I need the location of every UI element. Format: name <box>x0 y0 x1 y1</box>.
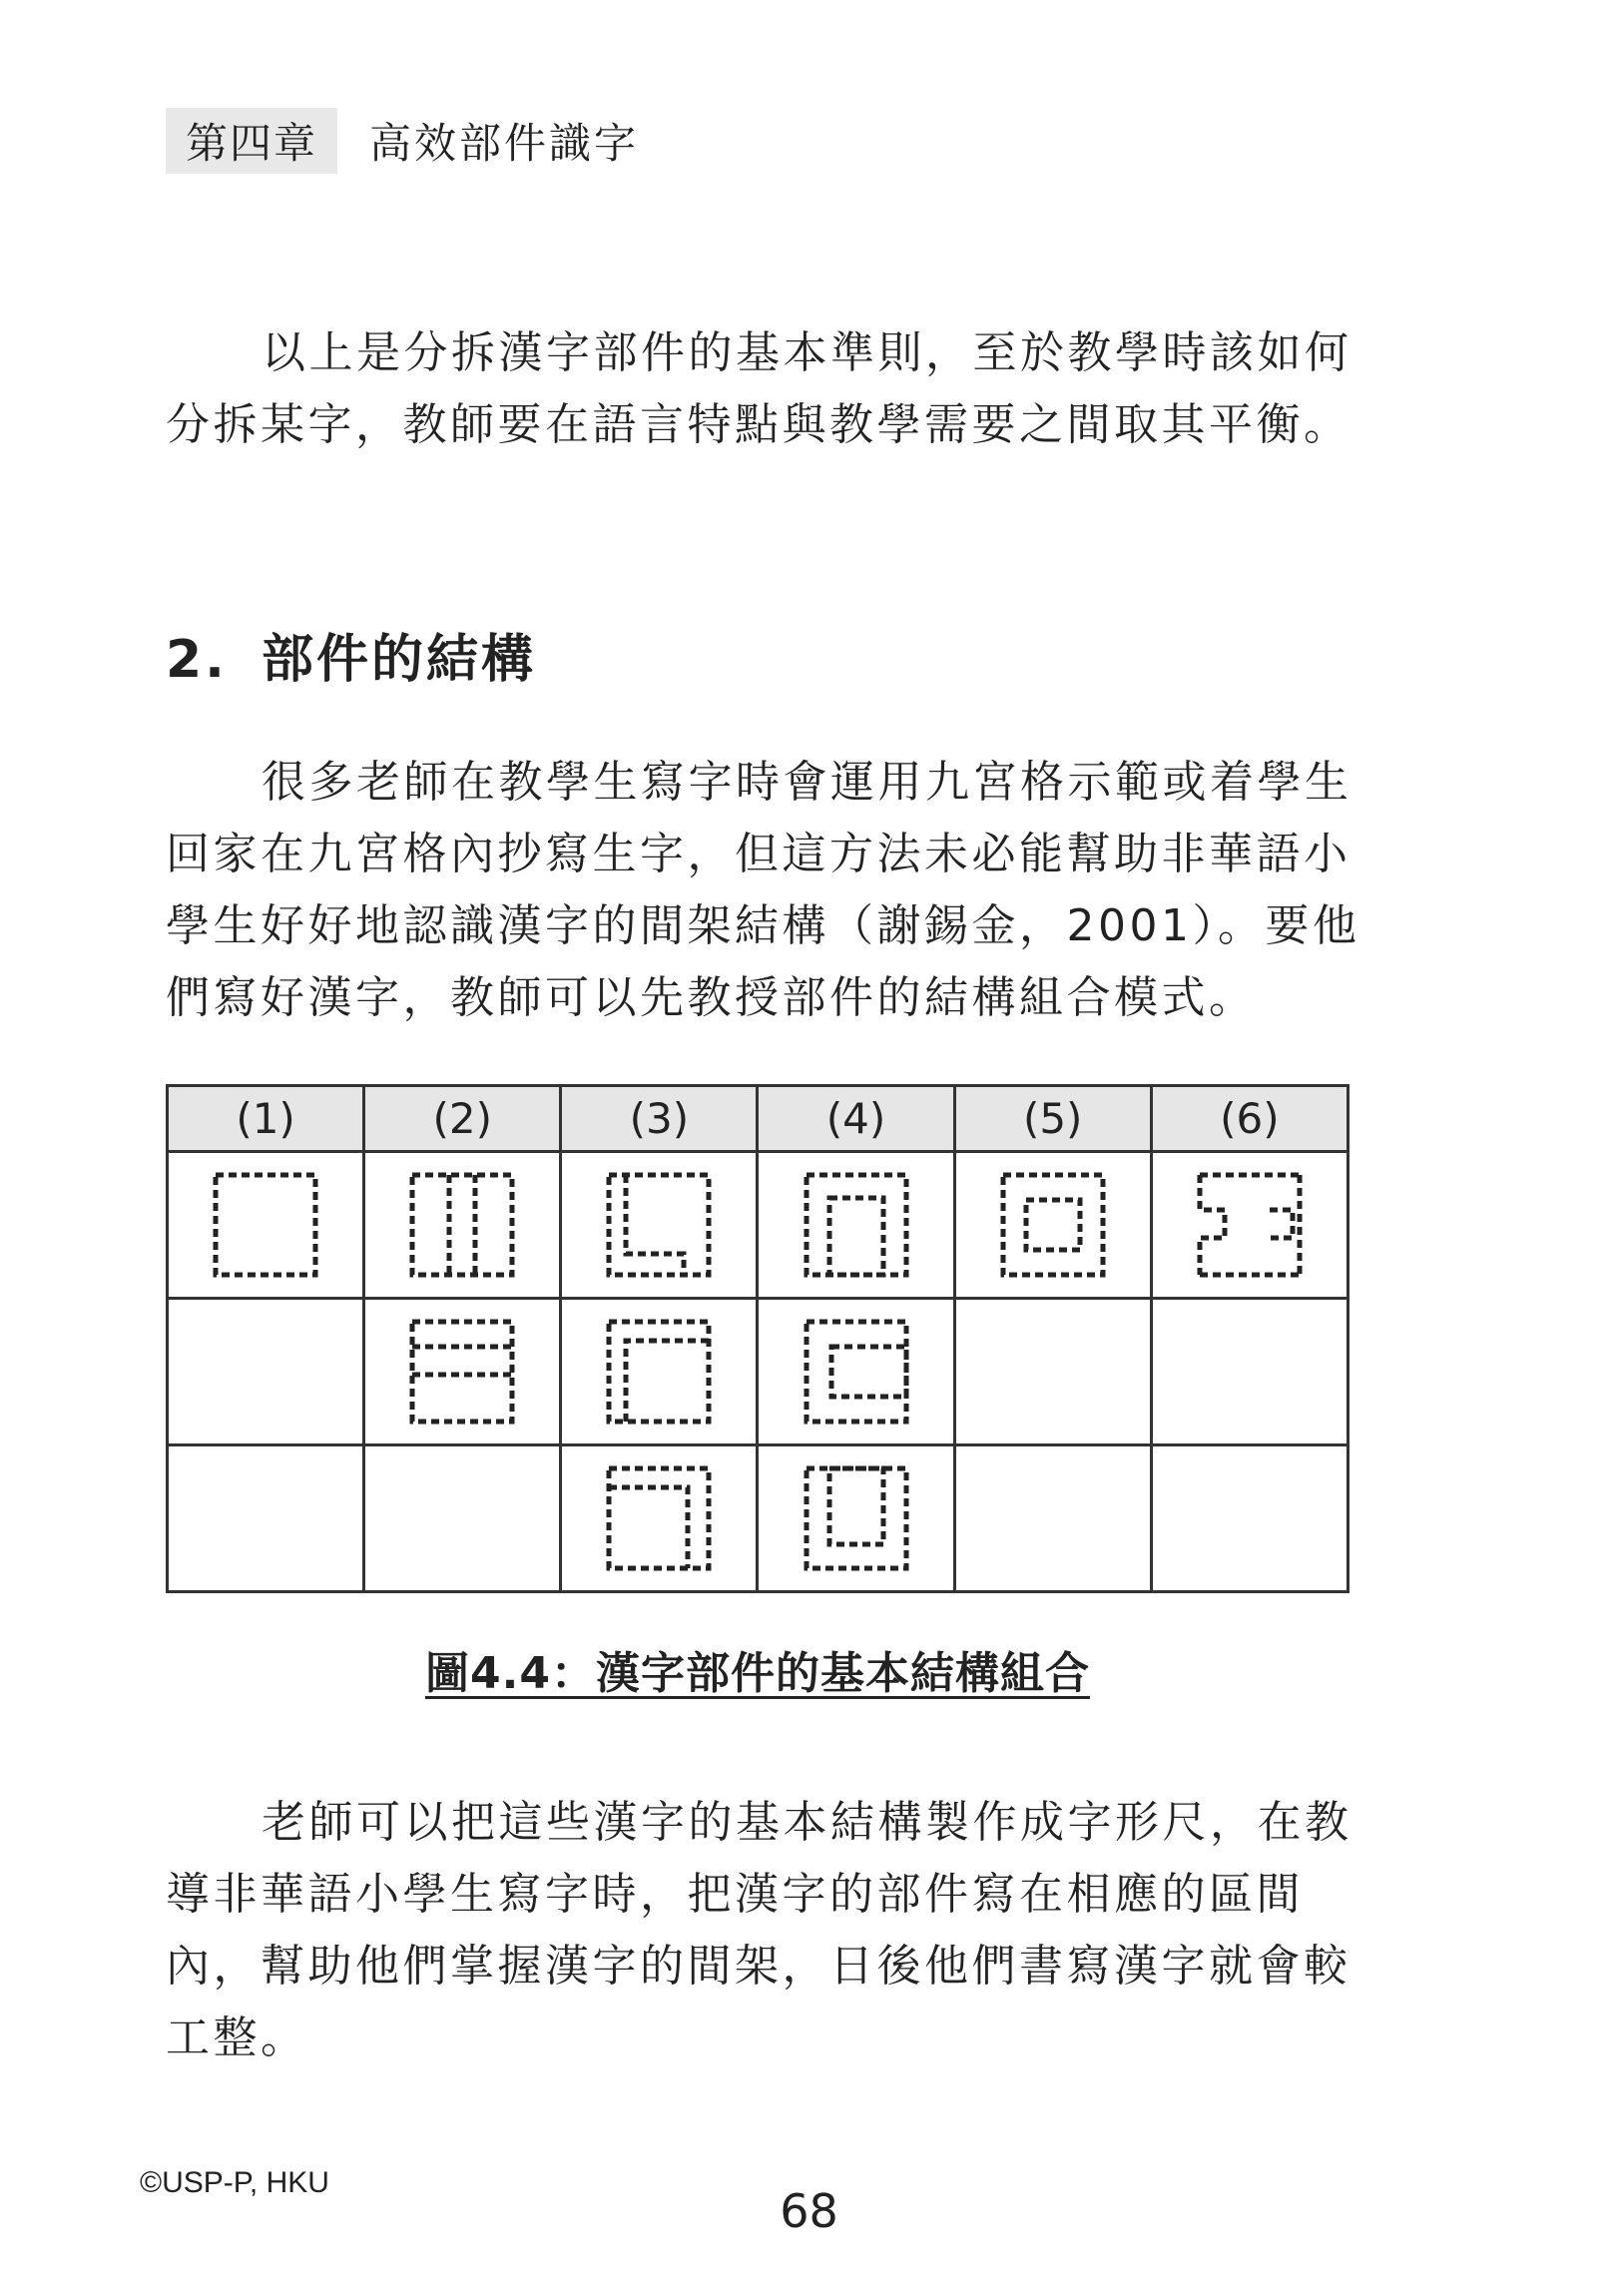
top-bottom-structure-diagram <box>407 1317 517 1427</box>
empty-cell <box>1151 1299 1348 1445</box>
structure-figure-table <box>166 1084 1349 1593</box>
table-row <box>168 1152 1348 1299</box>
column-header: (5) <box>954 1086 1151 1152</box>
paragraph-guidelines <box>166 317 1352 461</box>
text-line: 學生好好地認識漢字的間架結構（謝錫金，2001）。要他 <box>166 900 1360 951</box>
text-line: 很多老師在教學生寫字時會運用九宮格示範或着學生 <box>262 757 1352 808</box>
lower-left-enclosure-diagram <box>604 1170 714 1280</box>
paragraph-grid-method <box>166 747 1360 1034</box>
structure-cell <box>364 1152 561 1299</box>
upper-enclosure-diagram <box>802 1170 911 1280</box>
column-header: (1) <box>168 1086 364 1152</box>
column-header: (6) <box>1151 1086 1348 1152</box>
paragraph-character-ruler <box>166 1787 1352 2074</box>
empty-cell <box>364 1445 561 1592</box>
empty-cell <box>168 1299 364 1445</box>
full-enclosure-diagram <box>998 1170 1108 1280</box>
section-title: 部件的結構 <box>262 630 537 690</box>
table-row <box>168 1445 1348 1592</box>
left-enclosure-diagram <box>802 1317 911 1427</box>
text-line: 導非華語小學生寫字時，把漢字的部件寫在相應的區間 <box>166 1869 1304 1920</box>
column-header: (2) <box>364 1086 561 1152</box>
left-right-structure-diagram <box>407 1170 517 1280</box>
section-number: 2. <box>166 630 228 690</box>
structure-cell <box>954 1152 1151 1299</box>
section-heading <box>166 617 536 692</box>
empty-cell <box>954 1445 1151 1592</box>
page-number: 68 <box>780 2184 838 2238</box>
column-header: (3) <box>561 1086 758 1152</box>
structure-cell <box>168 1152 364 1299</box>
upper-right-enclosure-diagram <box>604 1463 714 1573</box>
table-header-row <box>168 1086 1348 1152</box>
structure-cell <box>758 1445 954 1592</box>
column-header: (4) <box>758 1086 954 1152</box>
empty-cell <box>168 1445 364 1592</box>
structure-cell <box>364 1299 561 1445</box>
chapter-label: 第四章 <box>166 108 337 174</box>
text-line: 分拆某字，教師要在語言特點與教學需要之間取其平衡。 <box>166 399 1351 450</box>
figure-caption-text: 圖4.4：漢字部件的基本結構組合 <box>425 1648 1090 1699</box>
running-header <box>166 108 639 174</box>
structure-cell <box>561 1152 758 1299</box>
structure-cell <box>758 1152 954 1299</box>
structure-cell <box>758 1299 954 1445</box>
structure-cell <box>561 1299 758 1445</box>
copyright-notice: ©USP-P, HKU <box>140 2166 329 2199</box>
interlocking-structure-diagram <box>1195 1170 1305 1280</box>
text-line: 工整。 <box>166 2012 308 2063</box>
single-structure-diagram <box>211 1170 320 1280</box>
text-line: 以上是分拆漢字部件的基本準則，至於教學時該如何 <box>262 327 1352 378</box>
table-row <box>168 1299 1348 1445</box>
structure-cell <box>1151 1152 1348 1299</box>
text-line: 們寫好漢字，教師可以先教授部件的結構組合模式。 <box>166 972 1257 1023</box>
figure-caption <box>166 1637 1349 1701</box>
empty-cell <box>1151 1445 1348 1592</box>
upper-left-enclosure-diagram <box>604 1317 714 1427</box>
lower-enclosure-diagram <box>802 1463 911 1573</box>
empty-cell <box>954 1299 1151 1445</box>
text-line: 老師可以把這些漢字的基本結構製作成字形尺，在教 <box>262 1797 1352 1848</box>
structure-cell <box>561 1445 758 1592</box>
chapter-title: 高效部件識字 <box>369 119 640 168</box>
text-line: 回家在九宮格內抄寫生字，但這方法未必能幫助非華語小 <box>166 829 1351 879</box>
text-line: 內，幫助他們掌握漢字的間架，日後他們書寫漢字就會較 <box>166 1941 1351 1992</box>
